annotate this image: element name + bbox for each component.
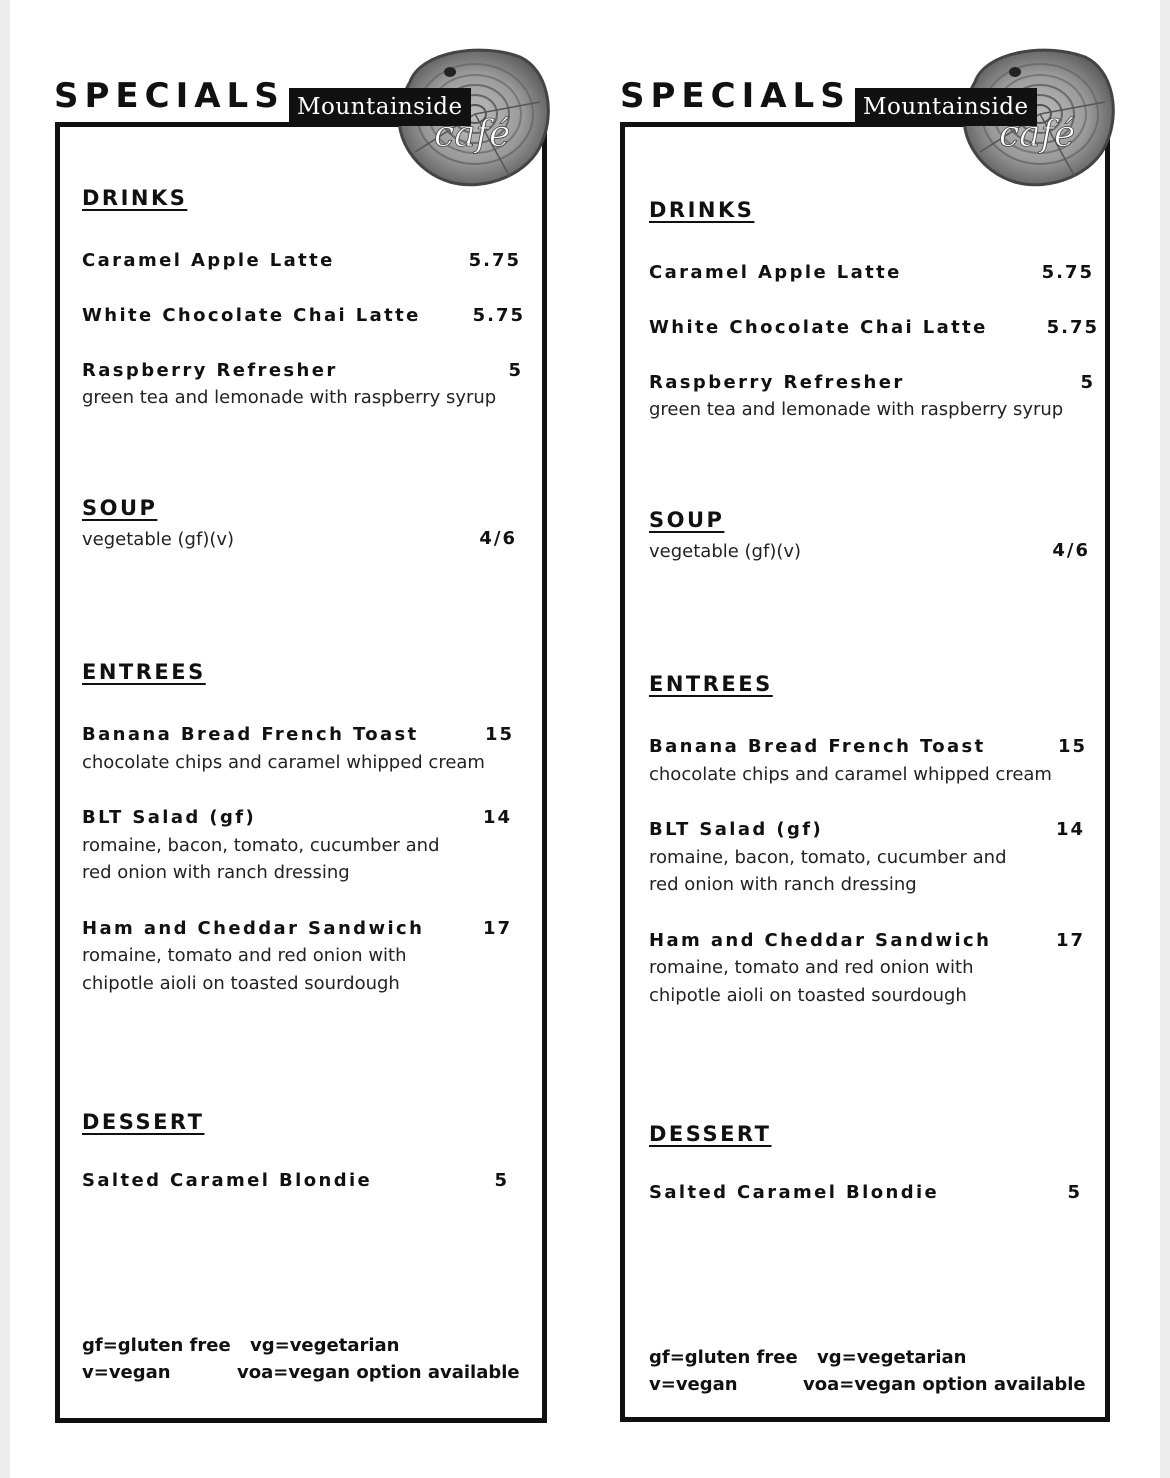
- item-caramel-apple-latte-price: 5.75: [468, 250, 521, 271]
- brand-name: Mountainside: [289, 88, 471, 126]
- item-salted-caramel-blondie-price: 5: [494, 1170, 509, 1191]
- item-salted-caramel-blondie-price: 5: [1067, 1182, 1082, 1203]
- menu-sheet: [10, 0, 1160, 1478]
- legend-v: v=vegan: [82, 1362, 171, 1383]
- item-ham-cheddar-sandwich-desc-line1: romaine, tomato and red onion with: [82, 945, 407, 966]
- item-salted-caramel-blondie-name: Salted Caramel Blondie: [82, 1170, 373, 1191]
- cafe-script-logo: [985, 108, 1105, 158]
- menu-card-right: [577, 0, 1137, 1478]
- item-caramel-apple-latte-name: Caramel Apple Latte: [82, 250, 335, 271]
- item-blt-salad-name: BLT Salad (gf): [649, 819, 824, 840]
- item-raspberry-refresher-desc: green tea and lemonade with raspberry syrup: [82, 387, 497, 408]
- legend-vg: vg=vegetarian: [250, 1335, 400, 1356]
- item-white-chocolate-chai-latte-price: 5.75: [472, 305, 525, 326]
- svg-text:café: café: [434, 114, 511, 155]
- section-drinks-heading: DRINKS: [649, 198, 755, 222]
- legend-voa: voa=vegan option available: [237, 1362, 520, 1383]
- specials-title: SPECIALS: [54, 76, 285, 116]
- item-banana-bread-french-toast-price: 15: [1057, 736, 1087, 757]
- item-ham-cheddar-sandwich-desc-line2: chipotle aioli on toasted sourdough: [649, 985, 967, 1006]
- item-banana-bread-french-toast-name: Banana Bread French Toast: [82, 724, 419, 745]
- item-raspberry-refresher-name: Raspberry Refresher: [82, 360, 338, 381]
- soup-price: 4/6: [1052, 540, 1090, 561]
- soup-desc: vegetable (gf)(v): [82, 529, 235, 550]
- cafe-script-logo: [420, 108, 540, 158]
- item-blt-salad-name: BLT Salad (gf): [82, 807, 257, 828]
- item-banana-bread-french-toast-name: Banana Bread French Toast: [649, 736, 986, 757]
- soup-desc: vegetable (gf)(v): [649, 541, 802, 562]
- item-blt-salad-price: 14: [1055, 819, 1085, 840]
- item-banana-bread-french-toast-desc: chocolate chips and caramel whipped cream: [82, 752, 485, 773]
- item-raspberry-refresher-desc: green tea and lemonade with raspberry syrup: [649, 399, 1064, 420]
- section-entrees-heading: ENTREES: [82, 660, 206, 684]
- item-banana-bread-french-toast-desc: chocolate chips and caramel whipped cream: [649, 764, 1052, 785]
- svg-text:café: café: [999, 114, 1076, 155]
- section-soup-heading: SOUP: [649, 508, 725, 532]
- legend-gf: gf=gluten free: [649, 1347, 798, 1368]
- specials-title: SPECIALS: [620, 76, 851, 116]
- item-ham-cheddar-sandwich-desc-line2: chipotle aioli on toasted sourdough: [82, 973, 400, 994]
- item-caramel-apple-latte-price: 5.75: [1041, 262, 1094, 283]
- soup-price: 4/6: [479, 528, 517, 549]
- item-raspberry-refresher-name: Raspberry Refresher: [649, 372, 905, 393]
- item-blt-salad-desc-line1: romaine, bacon, tomato, cucumber and: [82, 835, 440, 856]
- item-blt-salad-desc-line2: red onion with ranch dressing: [649, 874, 917, 895]
- menu-card-left: [10, 0, 570, 1478]
- section-drinks-heading: DRINKS: [82, 186, 188, 210]
- item-blt-salad-desc-line1: romaine, bacon, tomato, cucumber and: [649, 847, 1007, 868]
- item-raspberry-refresher-price: 5: [1080, 372, 1095, 393]
- item-blt-salad-desc-line2: red onion with ranch dressing: [82, 862, 350, 883]
- brand-name: Mountainside: [855, 88, 1037, 126]
- item-raspberry-refresher-price: 5: [508, 360, 523, 381]
- item-ham-cheddar-sandwich-name: Ham and Cheddar Sandwich: [649, 930, 992, 951]
- section-soup-heading: SOUP: [82, 496, 158, 520]
- item-ham-cheddar-sandwich-desc-line1: romaine, tomato and red onion with: [649, 957, 974, 978]
- legend-voa: voa=vegan option available: [803, 1374, 1086, 1395]
- item-blt-salad-price: 14: [482, 807, 512, 828]
- item-white-chocolate-chai-latte-name: White Chocolate Chai Latte: [82, 305, 421, 326]
- item-white-chocolate-chai-latte-name: White Chocolate Chai Latte: [649, 317, 988, 338]
- item-ham-cheddar-sandwich-price: 17: [1055, 930, 1085, 951]
- item-ham-cheddar-sandwich-name: Ham and Cheddar Sandwich: [82, 918, 425, 939]
- legend-v: v=vegan: [649, 1374, 738, 1395]
- legend-vg: vg=vegetarian: [817, 1347, 967, 1368]
- section-entrees-heading: ENTREES: [649, 672, 773, 696]
- legend-gf: gf=gluten free: [82, 1335, 231, 1356]
- item-white-chocolate-chai-latte-price: 5.75: [1046, 317, 1099, 338]
- item-caramel-apple-latte-name: Caramel Apple Latte: [649, 262, 902, 283]
- section-dessert-heading: DESSERT: [82, 1110, 205, 1134]
- section-dessert-heading: DESSERT: [649, 1122, 772, 1146]
- item-banana-bread-french-toast-price: 15: [484, 724, 514, 745]
- item-salted-caramel-blondie-name: Salted Caramel Blondie: [649, 1182, 940, 1203]
- item-ham-cheddar-sandwich-price: 17: [482, 918, 512, 939]
